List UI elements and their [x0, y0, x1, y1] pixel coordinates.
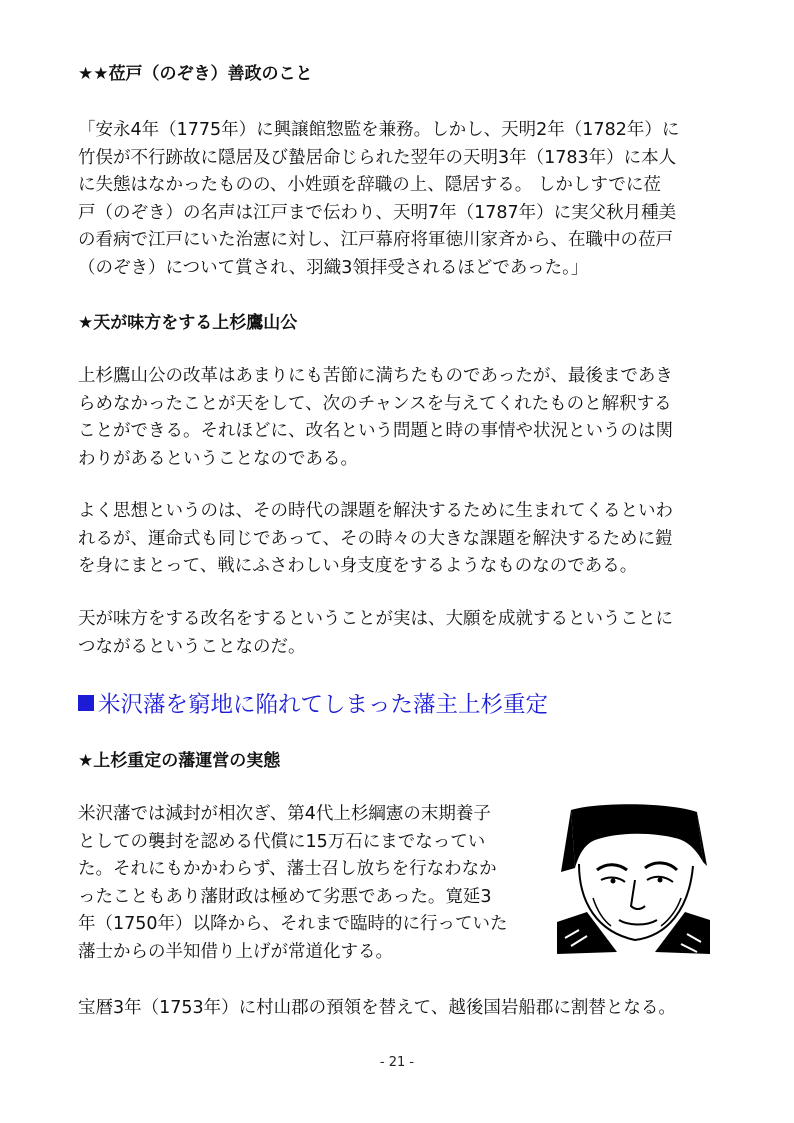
paragraph-thought-and-destiny: [78, 498, 718, 581]
text-line: 竹俣が不行跡故に隠居及び蟄居命じられた翌年の天明3年（1783年）に本人: [78, 147, 677, 168]
paragraph-reform-hardship: [78, 363, 718, 473]
heading-heaven-on-side: ★天が味方をする上杉鷹山公: [78, 313, 298, 333]
text-line: らめなかったことが天をして、次のチャンスを与えてくれたものと解釈する: [78, 393, 672, 414]
text-line: ことができる。それほどに、改名という問題と時の事情や状況というのは関: [78, 421, 673, 441]
text-line: わりがあるということなのである。: [78, 448, 358, 469]
heading-nozoki-good-governance: ★★莅戸（のぞき）善政のこと: [78, 64, 313, 84]
page-number: - 21 -: [379, 1055, 415, 1070]
text-line: 宝暦3年（1753年）に村山郡の預領を替えて、越後国岩船郡に割替となる。: [78, 998, 676, 1018]
text-line: れるが、運命式も同じであって、その時々の大きな課題を解決するために鎧: [78, 528, 673, 549]
text-line: よく思想というのは、その時代の課題を解決するために生まれてくるといわ: [78, 501, 673, 521]
text-line: 年（1750年）以降から、それまで臨時的に行っていた: [78, 914, 508, 934]
text-line: に失態はなかったものの、小姓頭を辞職の上、隠居する。 しかしすでに莅: [78, 175, 661, 195]
paragraph-name-change: [78, 606, 718, 661]
section-heading-text: 米沢藩を窮地に陥れてしまった藩主上杉重定: [98, 692, 549, 718]
text-line: としての襲封を認める代償に15万石にまでなってい: [78, 831, 486, 852]
paragraph-nozoki-history: [78, 117, 718, 282]
text-line: の看病で江戸にいた治憲に対し、江戸幕府将軍徳川家斉から、在職中の莅戸: [78, 230, 673, 250]
text-line: 天が味方をする改名をするということが実は、大願を成就するということに: [78, 609, 673, 629]
heading-shigesada-administration: ★上杉重定の藩運営の実態: [78, 751, 281, 771]
square-bullet-icon: [78, 695, 94, 711]
text-line: 上杉鷹山公の改革はあまりにも苦節に満ちたものであったが、最後まであき: [78, 366, 673, 386]
text-line: ったこともあり藩財政は極めて劣悪であった。寛延3: [78, 886, 492, 907]
text-line: た。それにもかかわらず、藩士召し放ちを行なわなか: [78, 859, 497, 879]
text-line: 米沢藩では減封が相次ぎ、第4代上杉綱憲の末期養子: [78, 804, 491, 824]
text-line: を身にまとって、戦にふさわしい身支度をするようなものなのである。: [78, 556, 638, 576]
paragraph-yonezawa-finances: [78, 801, 548, 966]
section-heading: [78, 690, 548, 720]
paragraph-horeki-reassignment: [78, 995, 718, 1023]
text-line: 戸（のぞき）の名声は江戸まで伝わり、天明7年（1787年）に実父秋月種美: [78, 202, 677, 223]
text-line: 藩士からの半知借り上げが常道化する。: [78, 941, 393, 962]
text-line: （のぞき）について賞され、羽織3領拝受されるほどであった。」: [78, 257, 589, 278]
text-line: 「安永4年（1775年）に興譲館惣監を兼務。しかし、天明2年（1782年）に: [78, 120, 680, 140]
portrait-illustration: [557, 802, 710, 954]
text-line: つながるということなのだ。: [78, 636, 306, 657]
